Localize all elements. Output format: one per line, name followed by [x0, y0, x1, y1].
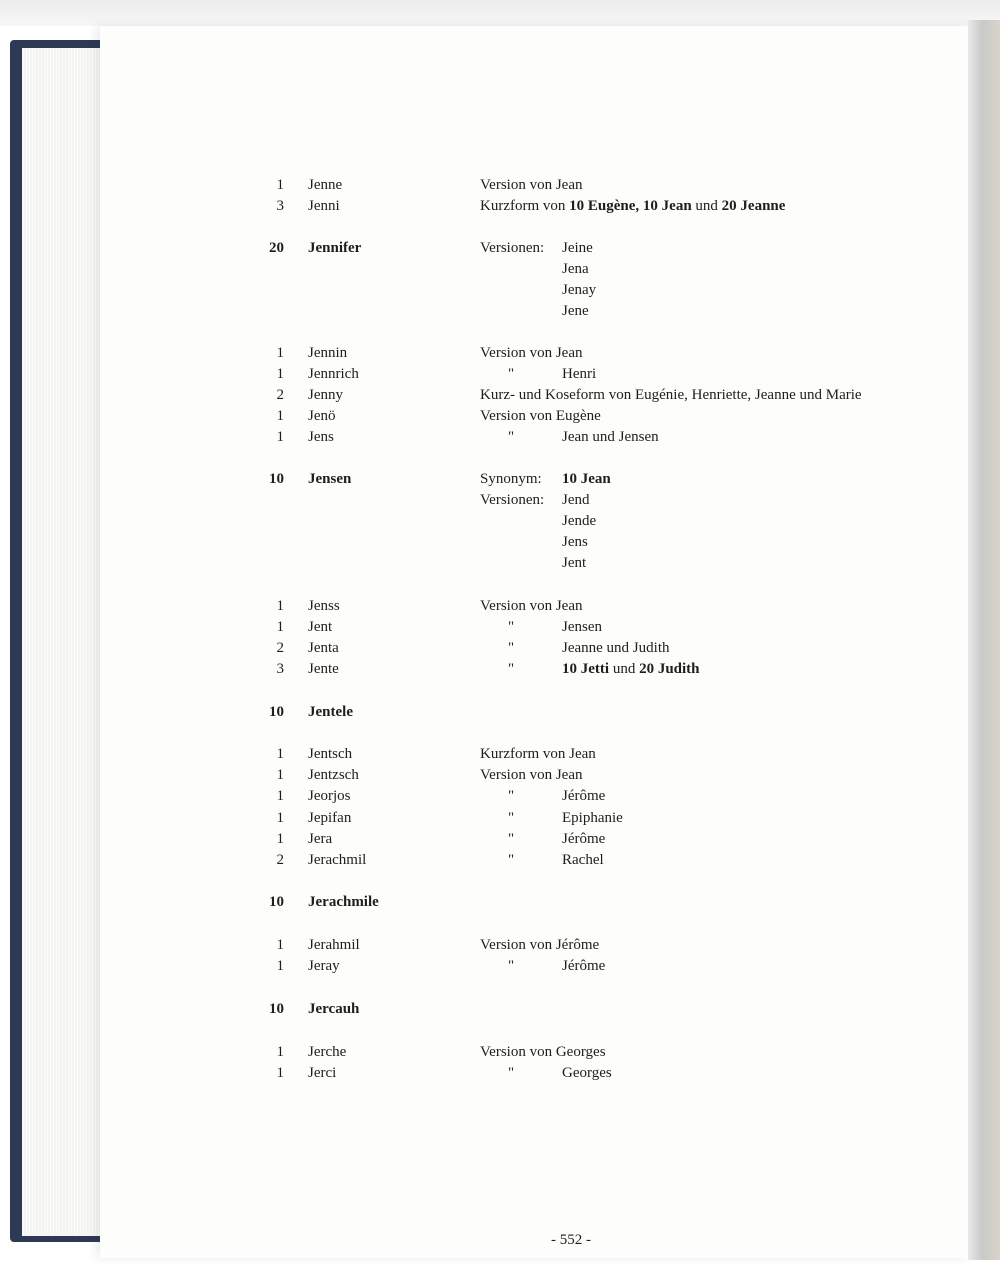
entry-value: Jeine — [562, 240, 593, 256]
entry-row — [0, 829, 1000, 850]
entry-name: Jeray — [308, 958, 340, 974]
entry-row — [0, 406, 1000, 427]
entry-count: 10 — [269, 704, 284, 720]
entry-value: Jensen — [562, 619, 602, 635]
entry-name: Jenss — [308, 598, 340, 614]
page-number — [0, 1232, 1000, 1249]
ditto-mark: " — [508, 1065, 515, 1081]
entry-name: Jerachmil — [308, 852, 367, 868]
entry-count: 2 — [276, 640, 284, 656]
entry-row — [0, 1063, 1000, 1084]
entry-name: Jenö — [308, 408, 336, 424]
entry-name: Jercauh — [308, 1001, 360, 1017]
ditto-mark: " — [508, 831, 515, 847]
ditto-mark: " — [508, 852, 515, 868]
entry-description: Version von Jean — [480, 767, 583, 783]
entry-value: Jens — [562, 534, 588, 550]
entry-row — [0, 999, 1000, 1020]
entry-name: Jerahmil — [308, 937, 360, 953]
entry-value: Henri — [562, 366, 597, 382]
value-bold: 20 Judith — [639, 661, 700, 677]
entry-name: Jent — [308, 619, 333, 635]
entry-name: Jennin — [308, 345, 348, 361]
entry-count: 1 — [276, 810, 284, 826]
entry-count: 1 — [276, 429, 284, 445]
description-text: und — [691, 198, 722, 214]
entry-row — [0, 659, 1000, 680]
entry-label: Versionen: — [480, 240, 545, 256]
entry-name: Jente — [308, 661, 339, 677]
entry-row — [0, 617, 1000, 638]
entry-name: Jens — [308, 429, 334, 445]
ditto-mark: " — [508, 619, 515, 635]
entry-count: 10 — [269, 471, 284, 487]
entry-name: Jensen — [308, 471, 352, 487]
entry-row — [0, 175, 1000, 196]
entry-row — [0, 196, 1000, 217]
entry-name: Jeorjos — [308, 788, 351, 804]
entry-count: 1 — [276, 619, 284, 635]
entry-row — [0, 956, 1000, 977]
entry-value: Jérôme — [562, 958, 606, 974]
entry-row — [0, 744, 1000, 765]
entry-value: Jérôme — [562, 831, 606, 847]
ditto-mark: " — [508, 788, 515, 804]
entry-row — [0, 343, 1000, 364]
value-text: und — [609, 661, 640, 677]
entry-value: Jende — [562, 513, 597, 529]
description-text: Kurzform von — [480, 198, 570, 214]
entry-row — [0, 892, 1000, 913]
entry-row — [0, 786, 1000, 807]
value-bold: 10 Jetti — [562, 661, 610, 677]
entry-count: 1 — [276, 831, 284, 847]
entry-name: Jennifer — [308, 240, 362, 256]
entry-row — [0, 553, 1000, 574]
entry-name: Jenni — [308, 198, 340, 214]
page-number-text: - 552 - — [551, 1232, 591, 1248]
ditto-mark: " — [508, 429, 515, 445]
entry-description: Version von Jean — [480, 177, 583, 193]
entry-value: Jérôme — [562, 788, 606, 804]
entry-count: 10 — [269, 1001, 284, 1017]
ditto-mark: " — [508, 958, 515, 974]
entry-value: Jenay — [562, 282, 597, 298]
entry-name: Jentsch — [308, 746, 353, 762]
entry-name: Jenne — [308, 177, 343, 193]
ditto-mark: " — [508, 366, 515, 382]
entry-value: Jent — [562, 555, 587, 571]
entry-row — [0, 850, 1000, 871]
entry-description — [480, 196, 785, 217]
entry-value: Jena — [562, 261, 589, 277]
entry-row — [0, 532, 1000, 553]
description-bold: 20 Jeanne — [721, 198, 786, 214]
ditto-mark: " — [508, 661, 515, 677]
entry-count: 3 — [276, 198, 284, 214]
entry-name: Jerche — [308, 1044, 347, 1060]
entry-name: Jera — [308, 831, 333, 847]
entry-row — [0, 427, 1000, 448]
description-bold: 10 Eugène, 10 Jean — [569, 198, 692, 214]
entry-count: 1 — [276, 177, 284, 193]
entry-description: Kurz- und Koseform von Eugénie, Henriette, Jeanne und Marie — [480, 387, 862, 403]
ditto-mark: " — [508, 810, 515, 826]
entry-description: Version von Eugène — [480, 408, 601, 424]
entry-count: 1 — [276, 746, 284, 762]
entry-value: Jeanne und Judith — [562, 640, 670, 656]
entry-row — [0, 364, 1000, 385]
entry-value: Jean und Jensen — [562, 429, 659, 445]
entry-row — [0, 301, 1000, 322]
entry-value: Rachel — [562, 852, 604, 868]
entry-row — [0, 238, 1000, 259]
entry-row — [0, 702, 1000, 723]
entry-count: 1 — [276, 788, 284, 804]
entry-value: Jene — [562, 303, 589, 319]
entry-name: Jentele — [308, 704, 353, 720]
entry-row — [0, 596, 1000, 617]
entry-row — [0, 1042, 1000, 1063]
entry-description: Version von Jérôme — [480, 937, 600, 953]
entry-label: Synonym: — [480, 471, 542, 487]
entry-row — [0, 280, 1000, 301]
entry-value: Jend — [562, 492, 590, 508]
entry-count: 1 — [276, 937, 284, 953]
entry-count: 20 — [269, 240, 284, 256]
entry-value: Georges — [562, 1065, 612, 1081]
entry-name: Jenta — [308, 640, 339, 656]
entry-name: Jenny — [308, 387, 343, 403]
entry-name: Jerci — [308, 1065, 337, 1081]
entry-label: Versionen: — [480, 492, 545, 508]
entry-count: 1 — [276, 408, 284, 424]
entry-count: 1 — [276, 1044, 284, 1060]
entry-name: Jerachmile — [308, 894, 379, 910]
entry-row — [0, 469, 1000, 490]
entry-row — [0, 765, 1000, 786]
entry-count: 1 — [276, 958, 284, 974]
entry-count: 2 — [276, 852, 284, 868]
ditto-mark: " — [508, 640, 515, 656]
entry-name: Jentzsch — [308, 767, 359, 783]
entry-name: Jepifan — [308, 810, 352, 826]
entry-count: 2 — [276, 387, 284, 403]
entry-row — [0, 259, 1000, 280]
entry-row — [0, 638, 1000, 659]
entry-description: Version von Georges — [480, 1044, 606, 1060]
entry-count: 1 — [276, 767, 284, 783]
entry-value: 10 Jean — [562, 471, 611, 487]
entry-description: Kurzform von Jean — [480, 746, 596, 762]
entry-value: Epiphanie — [562, 810, 623, 826]
entry-description: Version von Jean — [480, 345, 583, 361]
entry-name: Jennrich — [308, 366, 359, 382]
entry-count: 1 — [276, 1065, 284, 1081]
entry-count: 1 — [276, 345, 284, 361]
entry-count: 1 — [276, 598, 284, 614]
entry-value — [562, 659, 700, 680]
entry-count: 1 — [276, 366, 284, 382]
entry-row — [0, 935, 1000, 956]
entry-row — [0, 808, 1000, 829]
entry-count: 10 — [269, 894, 284, 910]
entry-row — [0, 511, 1000, 532]
entry-count: 3 — [276, 661, 284, 677]
entry-row — [0, 385, 1000, 406]
entry-description: Version von Jean — [480, 598, 583, 614]
entry-row — [0, 490, 1000, 511]
